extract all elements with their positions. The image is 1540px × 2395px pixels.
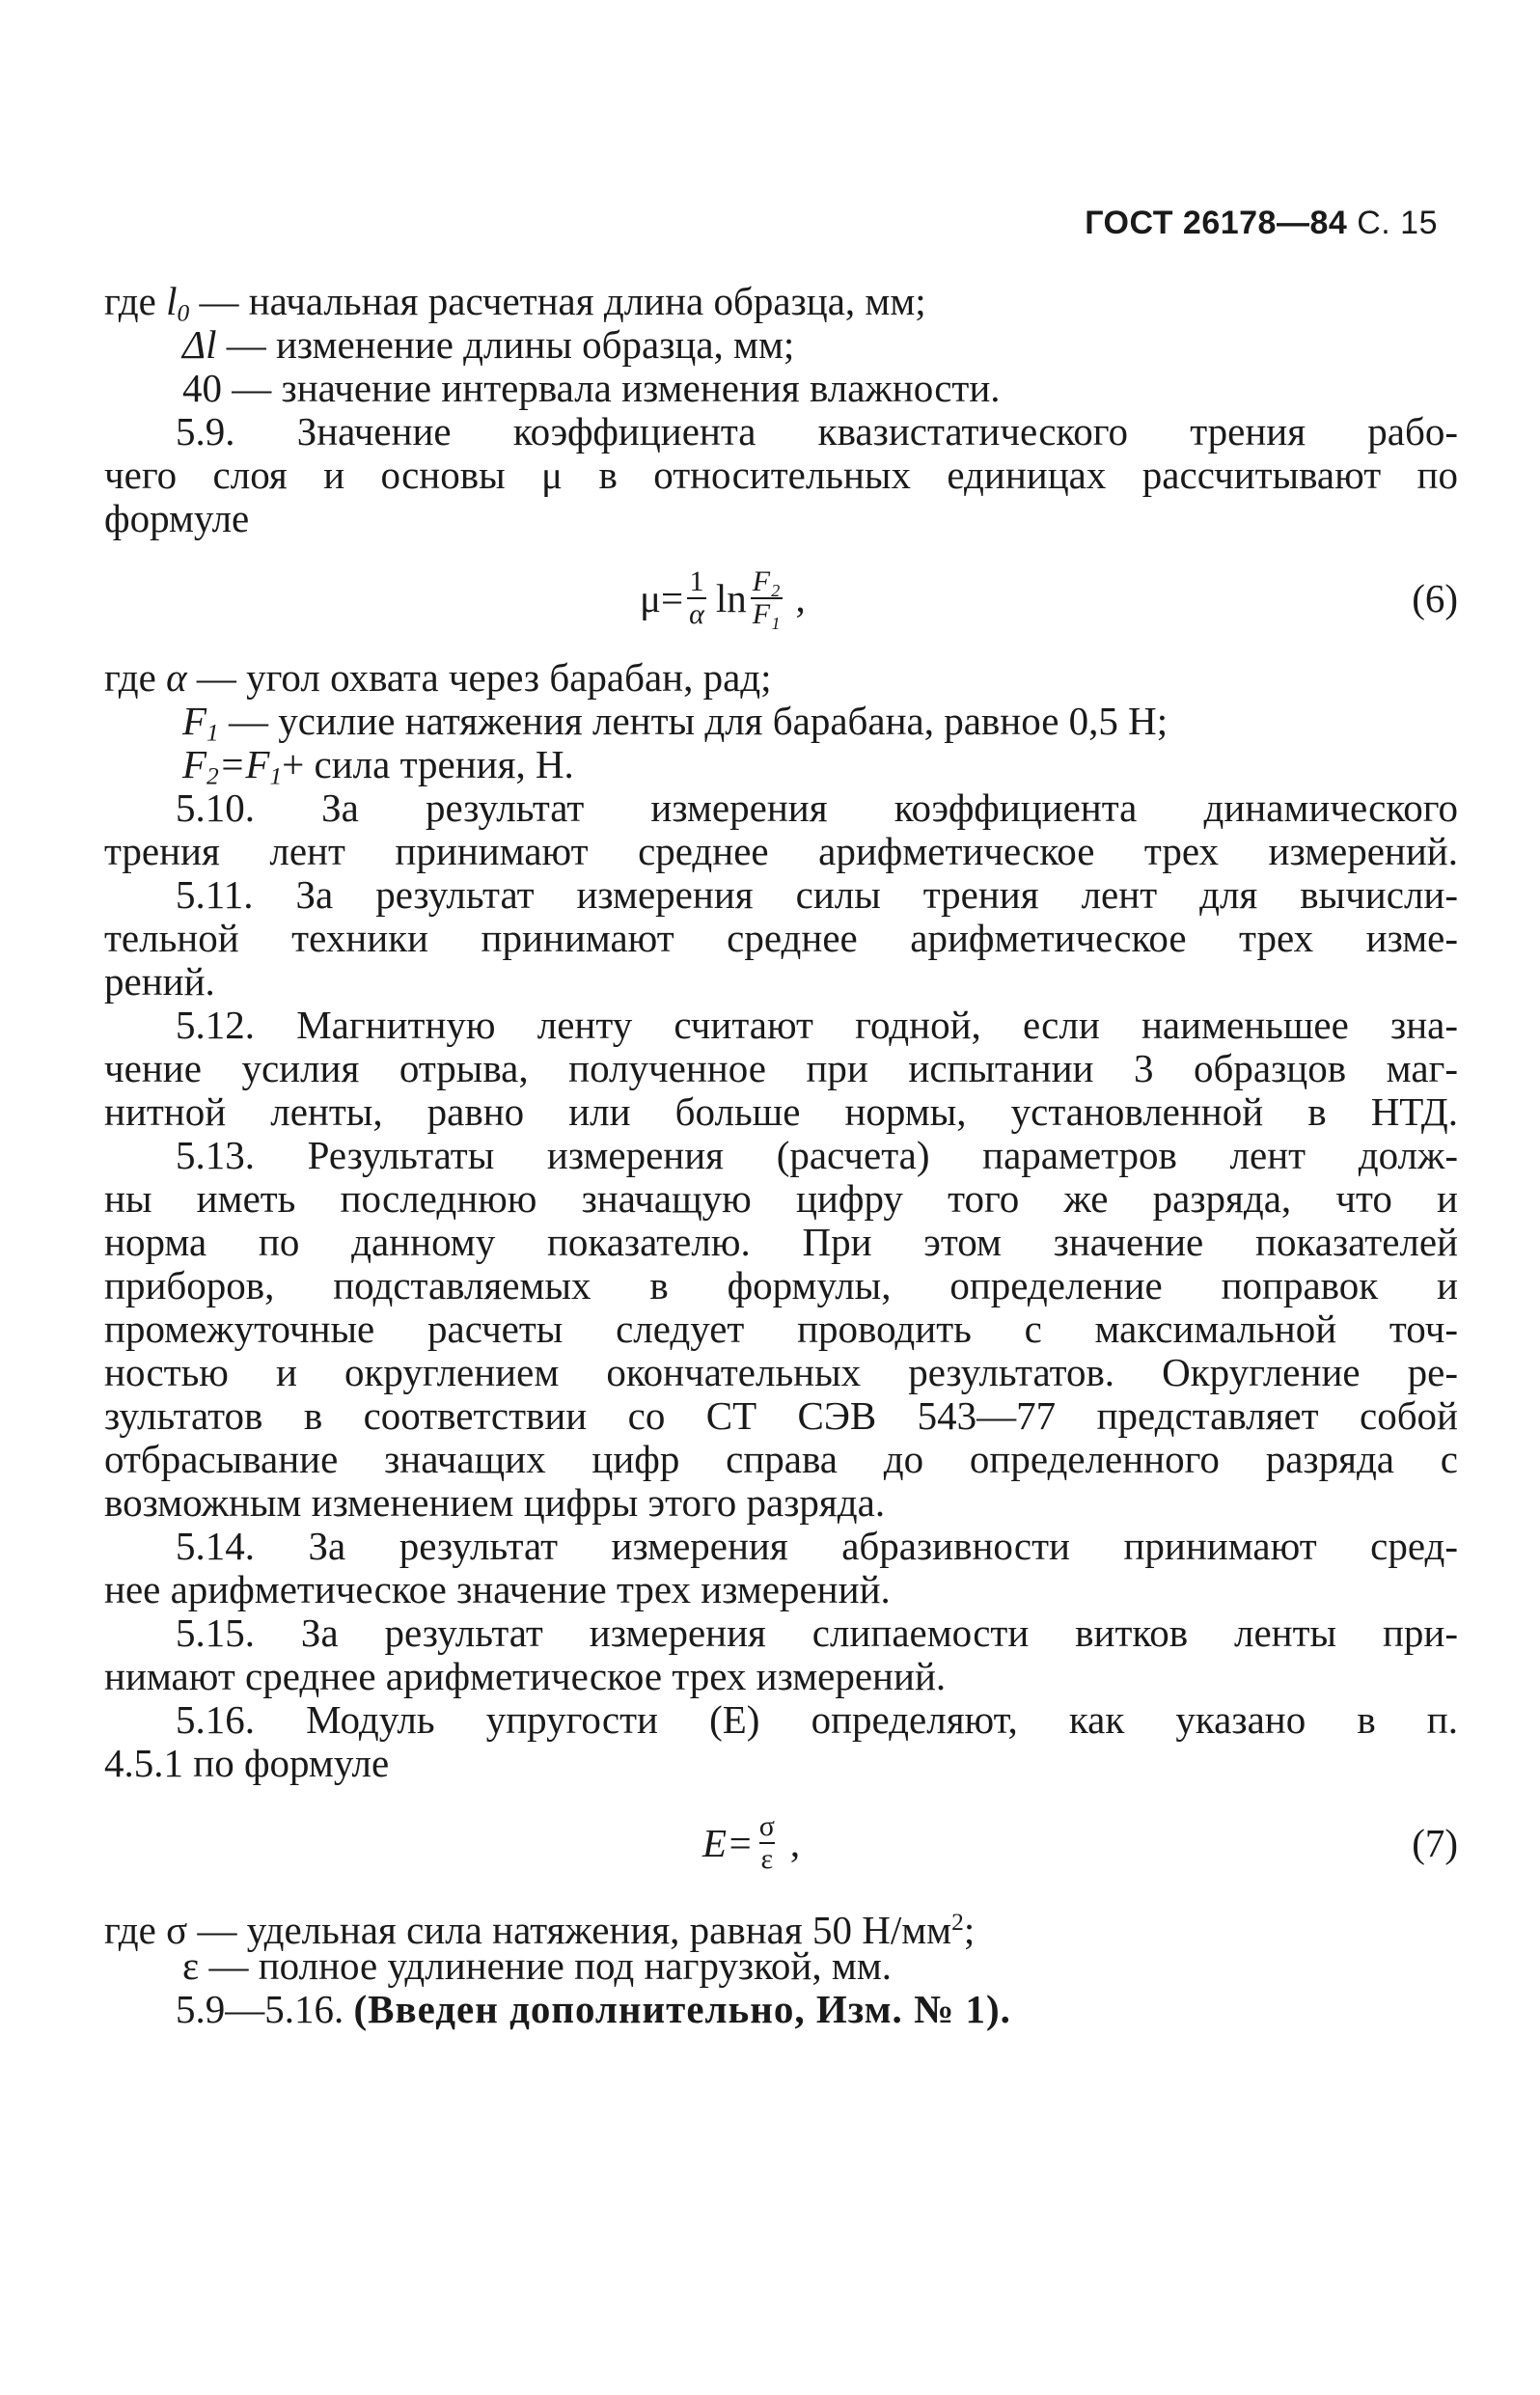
paragraph-5-10-line: 5.10. За результат измерения коэффициента динамического (176, 785, 1458, 830)
page-content (104, 280, 1458, 2031)
paragraph-5-13-line: норма по данному показателю. При этом значение показателей (104, 1220, 1458, 1264)
formula-7-lhs: E= (702, 1820, 754, 1865)
paragraph-5-13-line: ностью и округлением окончательных результатов. Округление ре- (104, 1350, 1458, 1394)
paragraph-5-11-line: тельной техники принимают среднее арифметическое трех изме- (104, 916, 1458, 960)
paragraph-5-12-line: 5.12. Магнитную ленту считают годной, если наименьшее зна- (176, 1003, 1458, 1047)
paragraph-5-13-line: возможным изменением цифры этого разряда. (104, 1480, 886, 1525)
paragraph-5-15-line: 5.15. За результат измерения слипаемости витков ленты при- (176, 1610, 1458, 1655)
definition-sigma: где σ — удельная сила натяжения, равная 50 $Н/мм^2$; (104, 1907, 976, 1952)
paragraph-5-11-line: 5.11. За результат измерения силы трения лент для вычисли- (176, 872, 1458, 917)
fraction-1-over-alpha: $\frac{1}{\alpha}$ (689, 565, 704, 630)
formula-7: E= $\frac{\sigma}{\varepsilon}$ , (7) (104, 1785, 1458, 1901)
fraction-sigma-over-epsilon: $\frac{\sigma}{\varepsilon}$ (758, 1810, 775, 1875)
paragraph-5-13-line: отбрасывание значащих цифр справа до определенного разряда с (104, 1437, 1458, 1481)
paragraph-5-12-line: нитной ленты, равно или больше нормы, установленной в НТД. (104, 1089, 1458, 1134)
formula-6-number: (6) (1412, 575, 1458, 620)
definition-f1: $F_1$ — усилие натяжения ленты для барабана, равное 0,5 Н; (182, 699, 1169, 747)
paragraph-5-9-line: 5.9. Значение коэффициента квазистатического трения рабо- (176, 409, 1458, 454)
standard-code: ГОСТ 26178—84 (1085, 205, 1348, 241)
formula-6: μ= $\frac{1}{\alpha}$ ln $\frac{\text{F₂}}{\text{F₁}}$ , (6) (104, 540, 1458, 656)
paragraph-5-13-line: промежуточные расчеты следует проводить с максимальной точ- (104, 1307, 1458, 1351)
definition-epsilon: ε — полное удлинение под нагрузкой, мм. (182, 1943, 893, 1988)
paragraph-5-15-line: нимают среднее арифметическое трех измерений. (104, 1654, 947, 1698)
paragraph-5-11-line: рений. (104, 959, 215, 1004)
paragraph-5-9-line: формуле (104, 496, 250, 540)
fraction-f2-over-f1: $\frac{\text{F₂}}{\text{F₁}}$ (752, 565, 781, 630)
formula-6-lhs: μ= (640, 575, 684, 620)
definition-40: 40 — значение интервала изменения влажности. (182, 366, 1001, 410)
paragraph-5-16-line: 4.5.1 по формуле (104, 1741, 390, 1785)
definition-f2: $F_2=F_1+$ сила трения, Н. (182, 742, 574, 790)
definition-delta-l: Δl — изменение длины образца, мм; (182, 322, 795, 367)
amendment-note: 5.9—5.16. (Введен дополнительно, Изм. № 1). (176, 1987, 1011, 2031)
paragraph-5-13-line: 5.13. Результаты измерения (расчета) параметров лент долж- (176, 1133, 1458, 1177)
definition-alpha: где α — угол охвата через барабан, рад; (104, 655, 772, 700)
paragraph-5-13-line: приборов, подставляемых в формулы, определение поправок и (104, 1263, 1458, 1308)
paragraph-5-14-line: 5.14. За результат измерения абразивности принимают сред- (176, 1524, 1458, 1568)
paragraph-5-12-line: чение усилия отрыва, полученное при испытании 3 образцов маг- (104, 1046, 1458, 1090)
paragraph-5-9-line: чего слоя и основы μ в относительных единицах рассчитывают по (104, 453, 1458, 497)
paragraph-5-13-line: ны иметь последнюю значащую цифру того же разряда, что и (104, 1176, 1458, 1221)
paragraph-5-10-line: трения лент принимают среднее арифметическое трех измерений. (104, 829, 1458, 873)
paragraph-5-16-line: 5.16. Модуль упругости (Е) определяют, как указано в п. (176, 1697, 1458, 1742)
page-number: С. 15 (1357, 205, 1438, 241)
paragraph-5-13-line: зультатов в соответствии со СТ СЭВ 543—77 представляет собой (104, 1393, 1458, 1438)
formula-7-number: (7) (1412, 1820, 1458, 1865)
paragraph-5-14-line: нее арифметическое значение трех измерений. (104, 1567, 891, 1611)
definition-l0: где $l_0$ — начальная расчетная длина образца, мм; (104, 279, 926, 327)
page-header (1085, 205, 1438, 242)
